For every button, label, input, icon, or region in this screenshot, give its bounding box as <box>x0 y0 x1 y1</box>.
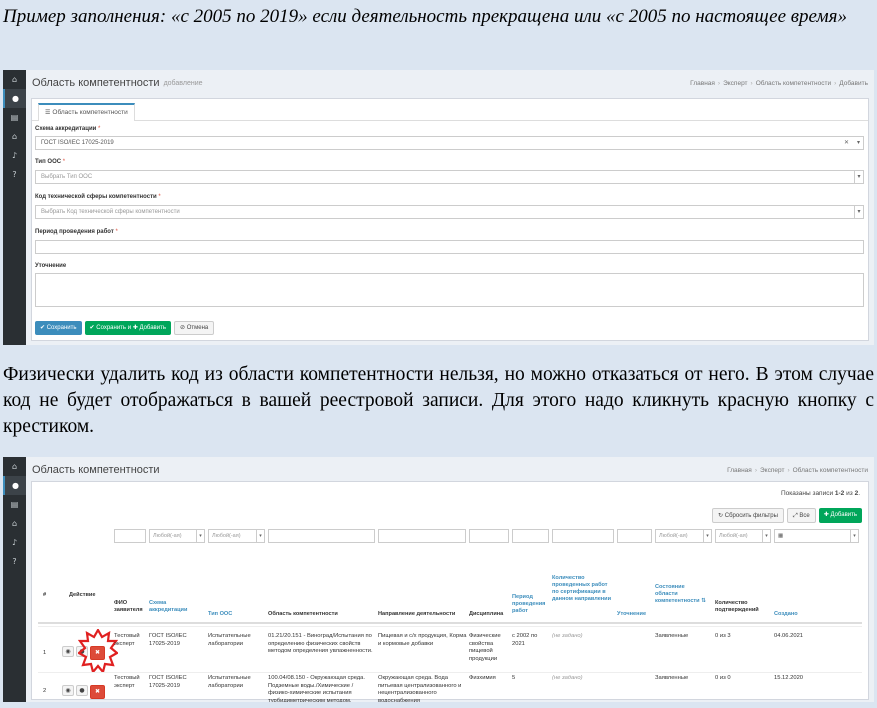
list-icon: ☰ <box>45 109 51 116</box>
scheme-select[interactable]: ГОСТ ISO/IEC 17025-2019 ✕ ▾ <box>35 136 864 150</box>
tech-code-label: Код технической сферы компетентности * <box>35 194 161 200</box>
breadcrumb: Главная › Эксперт › Область компетентности <box>727 466 868 474</box>
col-area: Область компетентности <box>268 611 338 617</box>
grid-toolbar <box>712 508 862 523</box>
col-clarif[interactable]: Уточнение <box>617 611 647 617</box>
sidebar <box>3 457 26 702</box>
cell-period: с 2002 по 2021 <box>512 633 538 647</box>
col-count-works[interactable]: Количество проведенных работ по сертификации в данном направлении <box>552 575 612 602</box>
refuse-button[interactable] <box>90 646 105 660</box>
user-icon[interactable]: ● <box>3 89 26 108</box>
form-screenshot <box>3 70 874 345</box>
clarification-label: Уточнение <box>35 263 67 269</box>
plus-icon: ✚ <box>823 511 829 518</box>
col-state[interactable]: Состояние области компетентности ⇅ <box>655 584 706 604</box>
filter-created[interactable] <box>774 529 859 543</box>
filter-direction[interactable] <box>378 529 466 543</box>
cell-direction: Окружающая среда. Вода питьевая централизованного и нецентрализованного водоснабжения <box>378 675 462 702</box>
user-icon[interactable]: ● <box>3 476 26 495</box>
cell-fio: Тестовый эксперт <box>114 675 140 689</box>
view-button[interactable] <box>62 685 74 696</box>
form-actions <box>35 321 214 335</box>
col-fio: ФИО заявителя <box>114 600 143 613</box>
sidebar <box>3 70 26 345</box>
cancel-button[interactable]: ⊘ Отмена <box>174 321 214 335</box>
cell-scheme: ГОСТ ISO/IEC 17025-2019 <box>149 633 187 647</box>
save-button[interactable]: ✔ Сохранить <box>35 321 82 335</box>
filter-discipline[interactable] <box>469 529 509 543</box>
col-num: # <box>43 592 47 598</box>
row-actions <box>62 646 105 660</box>
filter-ooc-type[interactable]: Любой(-ая) ▾ <box>208 529 265 543</box>
close-icon: ✖ <box>94 688 101 695</box>
chevron-down-icon: ▾ <box>850 530 858 542</box>
main-content <box>26 457 874 702</box>
col-direction: Направление деятельности <box>378 611 456 617</box>
col-period[interactable]: Период проведения работ <box>512 594 546 614</box>
filter-clarif[interactable] <box>617 529 652 543</box>
cell-scheme: ГОСТ ISO/IEC 17025-2019 <box>149 675 187 689</box>
filter-area[interactable] <box>268 529 375 543</box>
col-scheme[interactable]: Схема аккредитации <box>149 600 188 613</box>
reset-filters-button[interactable]: ↻ Сбросить фильтры <box>712 508 784 523</box>
grid-panel <box>31 481 869 700</box>
breadcrumb-competence[interactable]: Область компетентности <box>755 79 832 87</box>
chevron-down-icon[interactable]: ▾ <box>854 206 863 218</box>
cell-discipline: Физические свойства пищевой продукции <box>469 633 501 662</box>
clear-icon[interactable]: ✕ <box>843 139 849 146</box>
col-confirm: Количество подтверждений <box>715 600 759 613</box>
scheme-label: Схема аккредитации * <box>35 126 101 132</box>
tech-code-select[interactable]: Выбрать Код технической сферы компетентности ▾ <box>35 205 864 219</box>
close-icon: ✖ <box>94 649 101 656</box>
profile-button[interactable] <box>76 646 88 657</box>
period-input[interactable] <box>35 240 864 254</box>
cancel-icon: ⊘ <box>179 324 186 331</box>
filter-scheme[interactable]: Любой(-ая) ▾ <box>149 529 205 543</box>
breadcrumb-expert[interactable]: Эксперт <box>723 79 748 87</box>
save-and-add-button[interactable]: ✔ Сохранить и ✚ Добавить <box>85 321 171 335</box>
col-action: Действие <box>69 592 96 598</box>
refresh-icon: ↻ <box>718 512 724 519</box>
filter-confirm[interactable]: Любой(-ая) ▾ <box>715 529 771 543</box>
cell-discipline: Физхимия <box>469 675 496 681</box>
help-icon[interactable]: ? <box>12 170 17 179</box>
eye-icon: ◉ <box>65 648 71 655</box>
cell-count-works: (не задано) <box>552 633 583 639</box>
row-actions <box>62 685 105 699</box>
cell-period: 5 <box>512 675 516 681</box>
cell-ooc-type: Испытательные лаборатории <box>208 633 251 647</box>
row-num: 1 <box>43 650 47 656</box>
plus-icon: ✚ <box>132 324 138 331</box>
refuse-button[interactable] <box>90 685 105 699</box>
filter-fio[interactable] <box>114 529 146 543</box>
expand-icon: ⤢ <box>792 512 798 519</box>
page-header <box>26 70 874 96</box>
bell-icon[interactable]: ♪ <box>11 151 18 160</box>
document-icon[interactable]: ▤ <box>10 113 19 122</box>
clarification-textarea[interactable] <box>35 273 864 307</box>
main-content <box>26 70 874 345</box>
add-button[interactable]: ✚ Добавить <box>819 508 862 523</box>
cell-area: 01.21/20.151 - Виноград/Испытания по определению физических свойств методом определения увлажненности. <box>268 633 373 654</box>
help-icon[interactable]: ? <box>12 557 17 566</box>
home-icon[interactable]: ⌂ <box>11 462 18 471</box>
cell-created: 04.06.2021 <box>774 633 804 639</box>
breadcrumb-home[interactable]: Главная <box>690 79 715 87</box>
header-divider <box>38 622 862 624</box>
filter-row <box>32 529 868 545</box>
instruction-paragraph-1: Пример заполнения: «с 2005 по 2019» если деятельность прекращена или «с 2005 по настоящее время» <box>3 6 847 27</box>
check-icon: ✔ <box>40 324 46 331</box>
filter-count[interactable] <box>552 529 614 543</box>
cell-area: 100.04/08.150 - Окружающая среда. Подземные воды./Химические / физико-химические испытания турбидиметрическим методом. <box>268 675 366 702</box>
col-ooc-type[interactable]: Тип ООС <box>208 611 233 617</box>
tab-bar <box>32 99 868 121</box>
person-icon: ● <box>79 648 85 655</box>
breadcrumb-current: Добавить <box>839 79 868 87</box>
bank-icon[interactable]: ⌂ <box>11 519 18 528</box>
col-discipline: Дисциплина <box>469 611 504 617</box>
records-summary: Показаны записи 1-2 из 2. <box>780 490 860 497</box>
breadcrumb-home[interactable]: Главная <box>727 466 752 474</box>
instruction-paragraph-2: Физически удалить код из области компетентности нельзя, но можно отказаться от него. В этом случае код не будет отображаться в вашей реестровой записи. Для этого надо кликнуть красную кнопку с крестиком. <box>3 364 874 437</box>
profile-button[interactable] <box>76 685 88 696</box>
person-icon: ● <box>79 687 85 694</box>
cell-fio: Тестовый эксперт <box>114 633 140 647</box>
row-num: 2 <box>43 688 47 694</box>
breadcrumb-expert[interactable]: Эксперт <box>760 466 785 474</box>
breadcrumb: Главная › Эксперт › Область компетентности › Добавить <box>690 79 868 87</box>
show-all-button[interactable]: ⤢ Все <box>787 508 816 523</box>
view-button[interactable] <box>62 646 74 657</box>
chevron-down-icon[interactable]: ▾ <box>854 171 863 183</box>
page-header <box>26 457 874 483</box>
form-panel <box>31 98 869 341</box>
cell-confirm: 0 из 3 <box>715 633 731 639</box>
home-icon[interactable]: ⌂ <box>11 75 18 84</box>
page-title: Область компетентности <box>32 464 160 476</box>
tab-competence[interactable]: ☰ Область компетентности <box>38 103 135 121</box>
ooc-type-label: Тип ООС * <box>35 159 66 165</box>
chevron-down-icon: ▾ <box>703 530 711 542</box>
document-icon[interactable]: ▤ <box>10 500 19 509</box>
page-subtitle: добавление <box>163 79 203 87</box>
chevron-down-icon: ▾ <box>256 530 264 542</box>
chevron-down-icon: ▾ <box>196 530 204 542</box>
cell-created: 15.12.2020 <box>774 675 804 681</box>
breadcrumb-current: Область компетентности <box>792 466 868 474</box>
table-screenshot <box>3 457 874 702</box>
filter-state[interactable]: Любой(-ая) ▾ <box>655 529 712 543</box>
cell-count-works: (не задано) <box>552 675 583 681</box>
bell-icon[interactable]: ♪ <box>11 538 18 547</box>
cell-state: Заявленные <box>655 633 689 639</box>
cell-direction: Пищевая и с/х продукция, Корма и кормовые добавки <box>378 633 467 647</box>
calendar-icon: ▦ <box>778 533 784 539</box>
chevron-down-icon: ▾ <box>762 530 770 542</box>
cell-ooc-type: Испытательные лаборатории <box>208 675 251 689</box>
page-title: Область компетентности <box>32 77 160 89</box>
cell-state: Заявленные <box>655 675 689 681</box>
check-icon: ✔ <box>89 324 95 331</box>
col-created[interactable]: Создано <box>774 611 798 617</box>
cell-confirm: 0 из 0 <box>715 675 731 681</box>
eye-icon: ◉ <box>65 687 71 694</box>
chevron-down-icon[interactable]: ▾ <box>856 139 860 146</box>
period-label: Период проведения работ * <box>35 229 118 235</box>
ooc-type-select[interactable]: Выбрать Тип ООС ▾ <box>35 170 864 184</box>
sort-icon: ⇅ <box>701 598 706 604</box>
bank-icon[interactable]: ⌂ <box>11 132 18 141</box>
filter-period[interactable] <box>512 529 549 543</box>
